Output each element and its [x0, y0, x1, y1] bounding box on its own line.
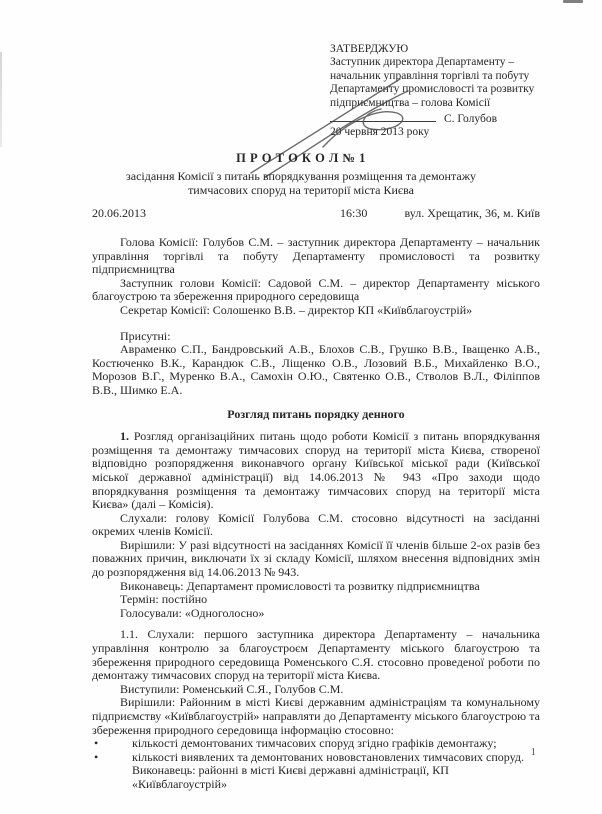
item1-text: Розгляд організаційних питань щодо роботи Комісії з питань впорядкування розміщення та демонтажу тимчасових споруд на території міста Києва, створеної відповідно розпорядження виконавчого органу Київської міської ради (Київської міської державної адміністрації) від 14.06.2013 № 943 «Про заходи щодо впорядкування розміщення та демонтажу тимчасових споруд на території міста Києва» (далі – Комісія).: [92, 429, 540, 512]
approval-block: [330, 43, 572, 140]
item1-paragraph: [92, 430, 540, 512]
item1-executor: Виконавець: Департамент промисловості та розвитку підприємництва: [120, 578, 480, 593]
bullet-item: [92, 751, 540, 765]
signature-line: [330, 112, 436, 122]
approval-line: Департаменту промисловості та розвитку: [330, 83, 535, 96]
document-subtitle-line1: засідання Комісії з питань впорядкування розміщення та демонтажу: [126, 169, 476, 183]
approval-stamp: ЗАТВЕРДЖУЮ: [330, 43, 409, 55]
document-title: П Р О Т О К О Л № 1: [236, 151, 366, 165]
bullet-item: [92, 737, 540, 751]
approval-line: начальник управління торгівлі та побуту: [330, 69, 530, 82]
present-names: Авраменко С.П., Бандровський А.В., Блохов С.В., Грушко В.В., Іващенко А.В., Костюченко В.К., Карандюк С.В., Ліщенко О.В., Лозовий В.Б., Михайленко В.О., Морозов В.Г., Муренко В.А., Самохін О.Ю., Святенко О.В., Стволов В.Л., Філіппов В.В., Шимко Е.А.: [92, 342, 540, 397]
item1-number: 1.: [120, 429, 129, 444]
approval-line: підприємництва – голова Комісії: [330, 96, 491, 109]
signer-name: С. Голубов: [444, 113, 498, 126]
item1-term: Термін: постійно: [120, 592, 208, 607]
title-block: [0, 151, 602, 198]
commission-secretary: Секретар Комісії: Солошенко В.В. – директор КП «Київблагоустрій»: [120, 302, 473, 317]
document-body: [92, 236, 540, 792]
page-number: 1: [530, 746, 536, 758]
approval-line: Заступник директора Департаменту –: [330, 56, 515, 69]
item1-1-spoke: Виступили: Роменський С.Я., Голубов С.М.: [120, 681, 344, 696]
meeting-place: вул. Хрещатик, 36, м. Київ: [404, 206, 540, 220]
commission-head: Голова Комісії: Голубов С.М. – заступник директора Департаменту – начальник управління торгівлі та побуту Департаменту промисловості та розвитку підприємництва: [92, 235, 540, 277]
commission-deputy: Заступник голови Комісії: Садовой С.М. – директор Департаменту міського благоустрою та збереження природного середовища: [92, 275, 540, 304]
scan-artifact-top: [563, 0, 583, 3]
agenda-heading: Розгляд питань порядку денного: [227, 406, 405, 421]
item1-decided: Вирішили: У разі відсутності на засіданнях Комісії її членів більше 2-ох разів без поважних причин, виключати їх зі складу Комісії, шляхом внесення відповідних змін до розпорядження від 14.06.2013 № 943.: [92, 537, 540, 580]
present-label: Присутні:: [120, 328, 171, 343]
item1-heard: Слухали: голову Комісії Голубова С.М. стосовно відсутності на засіданні окремих членів Комісії.: [92, 510, 540, 539]
meeting-time: 16:30: [340, 206, 368, 220]
item1-voted: Голосували: «Одноголосно»: [120, 605, 265, 620]
bullet-icon: •: [94, 736, 99, 751]
document-subtitle-line2: тимчасових споруд на території міста Києва: [188, 182, 414, 197]
bullet-text: кількості демонтованих тимчасових споруд згідно графіків демонтажу;: [132, 736, 497, 751]
scan-artifact-left: [0, 52, 2, 147]
item1-1-executor: Виконавець: районні в місті Києві державні адміністрації, КП «Київблагоустрій»: [132, 763, 449, 791]
approval-date: 20 червня 2013 року: [330, 126, 430, 139]
signature-row: [330, 112, 572, 126]
meeting-date: 20.06.2013: [92, 206, 146, 220]
item1-1-heard: 1.1. Слухали: першого заступника директора Департаменту – начальника управління контролю за благоустроєм Департаменту міського благоустрою та збереження природного середовища Роменського С.Я. стосовно проведеної роботи по демонтажу тимчасових споруд на території міста Києва.: [92, 627, 540, 683]
item1-1-decided: Вирішили: Районним в місті Києві державним адміністраціям та комунальному підприємству «Київблагоустрій» направляти до Департаменту міського благоустрою та збереження природного середовища інформацію стосовно:: [92, 695, 540, 737]
bullet-icon: •: [94, 749, 99, 764]
bullet-text: кількості виявлених та демонтованих нововстановлених тимчасових споруд.: [132, 749, 524, 764]
meeting-info-row: [92, 206, 540, 220]
